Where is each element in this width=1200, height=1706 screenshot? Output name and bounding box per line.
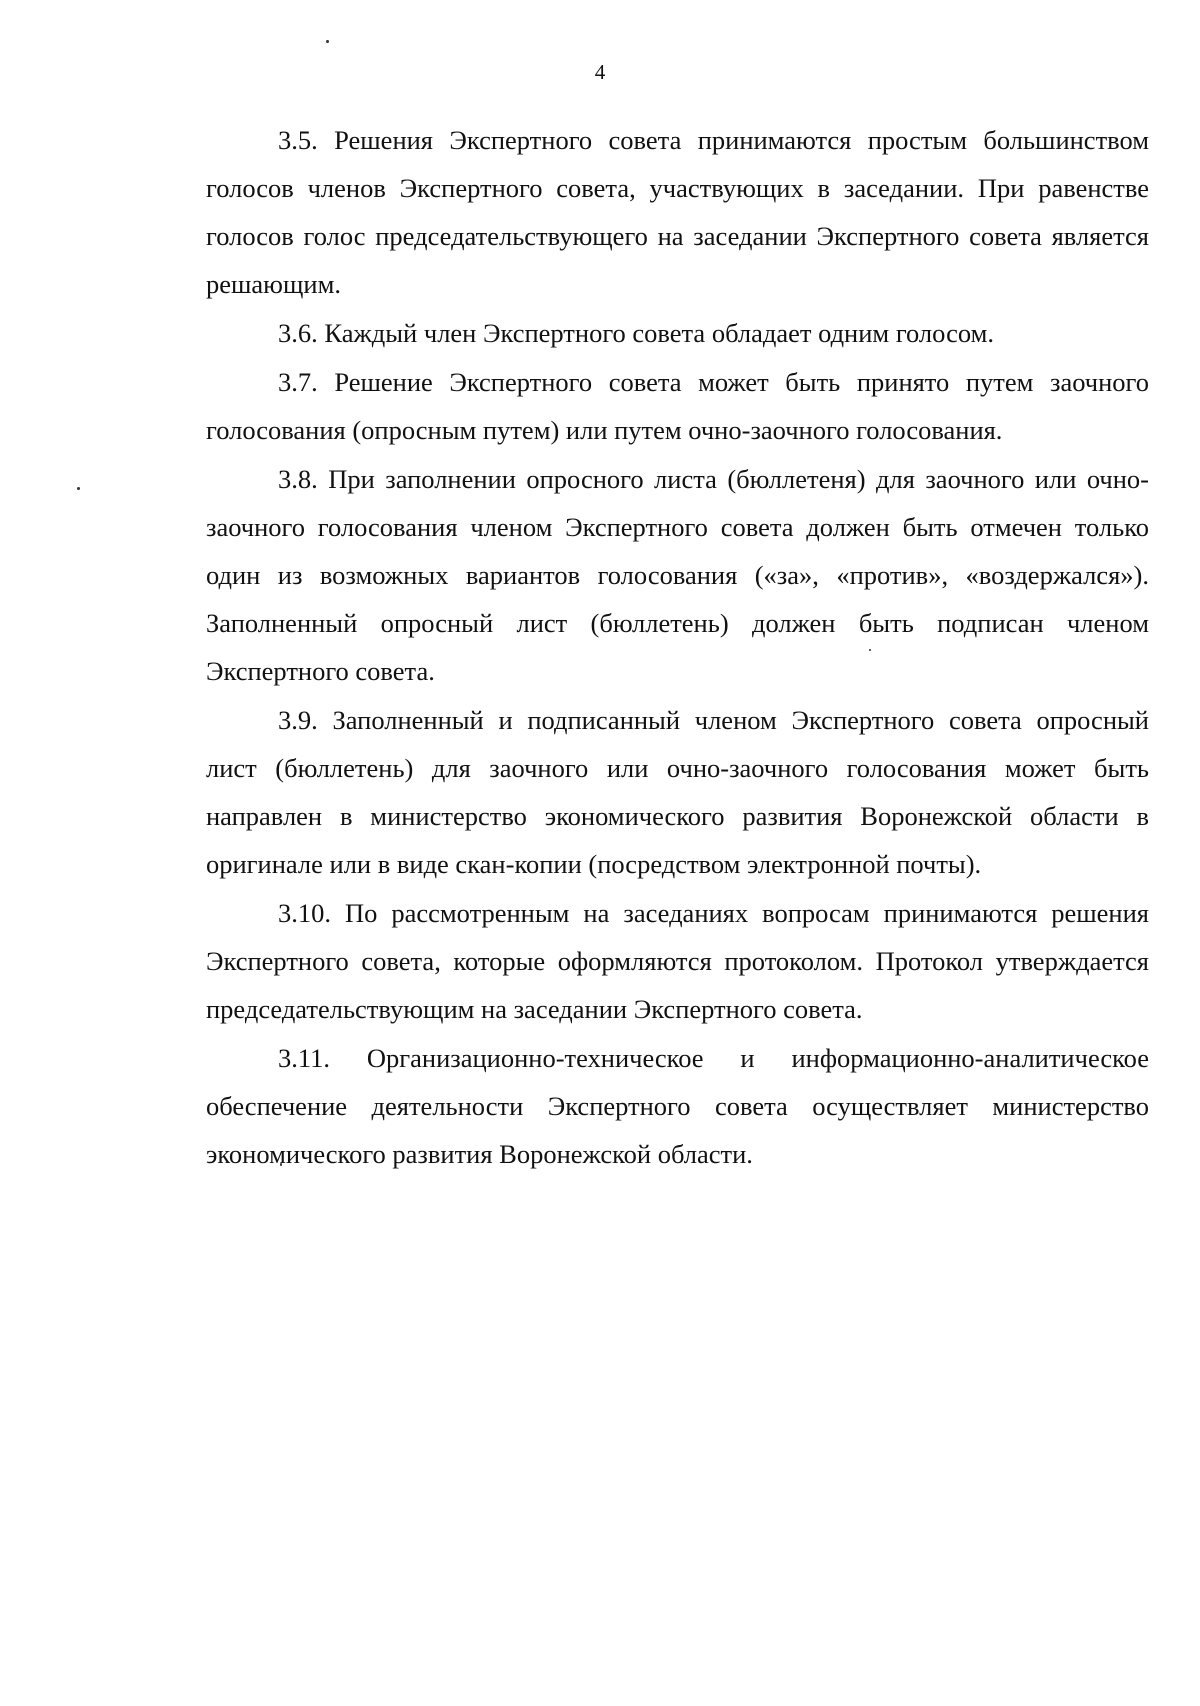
document-body	[206, 116, 1149, 1179]
page-number: 4	[594, 60, 606, 84]
scan-speck	[77, 487, 80, 490]
paragraph-3-7: 3.7. Решение Экспертного совета может быть принято путем заочного голосования (опросным путем) или путем очно-заочного голосования.	[206, 367, 1149, 445]
paragraph-3-8: 3.8. При заполнении опросного листа (бюллетеня) для заочного или очно-заочного голосования членом Экспертного совета должен быть отмечен только один из возможных вариантов голосования («за», «против», «воздержался»). Заполненный опросный лист (бюллетень) должен быть подписан членом Экспертного совета.	[206, 464, 1149, 686]
paragraph-3-10: 3.10. По рассмотренным на заседаниях вопросам принимаются решения Экспертного совета, которые оформляются протоколом. Протокол утверждается председательствующим на заседании Экспертного совета.	[206, 898, 1149, 1024]
paragraph-3-6: 3.6. Каждый член Экспертного совета обладает одним голосом.	[278, 318, 994, 348]
scan-speck	[326, 40, 329, 43]
paragraph-3-5: 3.5. Решения Экспертного совета принимаются простым большинством голосов членов Экспертного совета, участвующих в заседании. При равенстве голосов голос председательствующего на заседании Экспертного совета является решающим.	[206, 125, 1149, 299]
paragraph-3-11: 3.11. Организационно-техническое и информационно-аналитическое обеспечение деятельности Экспертного совета осуществляет министерство экономического развития Воронежской области.	[206, 1043, 1149, 1169]
paragraph-3-9: 3.9. Заполненный и подписанный членом Экспертного совета опросный лист (бюллетень) для заочного или очно-заочного голосования может быть направлен в министерство экономического развития Воронежской области в оригинале или в виде скан-копии (посредством электронной почты).	[206, 705, 1149, 879]
